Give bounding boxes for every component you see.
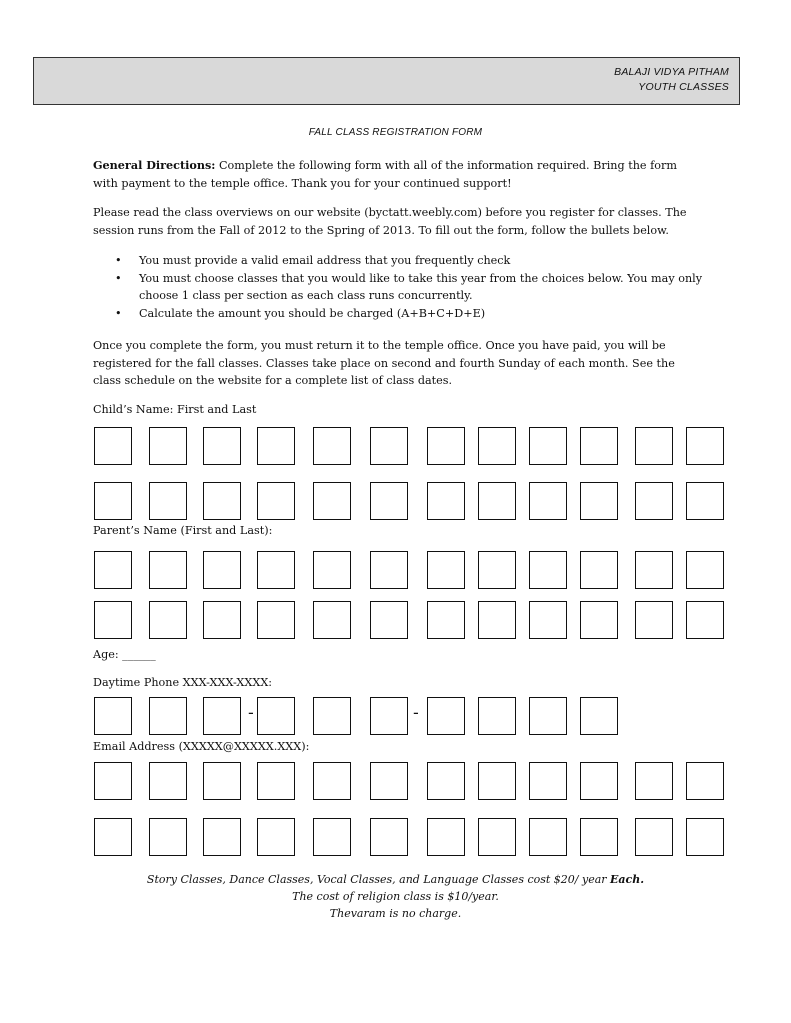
- list-item: • You must provide a valid email address that you frequently check: [115, 254, 511, 267]
- completion-paragraph: Once you complete the form, you must return it to the temple office. Once you have paid, you will be registered for the fall classes. Classes take place on second and fourth Sunday of each month. See the class schedule on the website for a complete list of class dates.: [93, 339, 675, 387]
- child-name-char-box[interactable]: [635, 482, 673, 520]
- email-char-box[interactable]: [478, 818, 516, 856]
- phone-label: Daytime Phone XXX-XXX-XXXX:: [93, 676, 273, 689]
- parent-name-char-box[interactable]: [149, 601, 187, 639]
- phone-digit-box[interactable]: [149, 697, 187, 735]
- child-name-char-box[interactable]: [580, 427, 618, 465]
- parent-name-char-box[interactable]: [529, 551, 567, 589]
- parent-name-char-box[interactable]: [580, 601, 618, 639]
- email-char-box[interactable]: [149, 762, 187, 800]
- child-name-char-box[interactable]: [94, 482, 132, 520]
- parent-name-char-box[interactable]: [370, 551, 408, 589]
- phone-digit-box[interactable]: [94, 697, 132, 735]
- phone-digit-box[interactable]: [370, 697, 408, 735]
- parent-name-char-box[interactable]: [257, 601, 295, 639]
- child-name-char-box[interactable]: [257, 427, 295, 465]
- phone-digit-box[interactable]: [529, 697, 567, 735]
- email-char-box[interactable]: [635, 818, 673, 856]
- parent-name-char-box[interactable]: [313, 601, 351, 639]
- child-name-char-box[interactable]: [149, 482, 187, 520]
- phone-separator: -: [248, 703, 254, 722]
- parent-name-char-box[interactable]: [427, 551, 465, 589]
- email-char-box[interactable]: [580, 818, 618, 856]
- email-char-box[interactable]: [257, 818, 295, 856]
- child-name-char-box[interactable]: [686, 482, 724, 520]
- child-name-char-box[interactable]: [370, 427, 408, 465]
- program-name: YOUTH CLASSES: [638, 81, 729, 93]
- email-char-box[interactable]: [635, 762, 673, 800]
- child-name-char-box[interactable]: [529, 427, 567, 465]
- parent-name-char-box[interactable]: [257, 551, 295, 589]
- child-name-char-box[interactable]: [370, 482, 408, 520]
- child-name-label: Child’s Name: First and Last: [93, 403, 257, 416]
- parent-name-char-box[interactable]: [478, 551, 516, 589]
- phone-digit-box[interactable]: [478, 697, 516, 735]
- parent-name-char-box[interactable]: [635, 601, 673, 639]
- email-char-box[interactable]: [149, 818, 187, 856]
- email-char-box[interactable]: [257, 762, 295, 800]
- child-name-char-box[interactable]: [94, 427, 132, 465]
- parent-name-char-box[interactable]: [94, 551, 132, 589]
- email-char-box[interactable]: [580, 762, 618, 800]
- list-item: • You must choose classes that you would like to take this year from the choices below. You may only choose 1 class per section as each class runs concurrently.: [115, 271, 703, 302]
- parent-name-char-box[interactable]: [686, 551, 724, 589]
- parent-name-char-box[interactable]: [203, 601, 241, 639]
- phone-digit-box[interactable]: [580, 697, 618, 735]
- general-directions: [93, 157, 703, 192]
- phone-digit-box[interactable]: [203, 697, 241, 735]
- email-char-box[interactable]: [313, 762, 351, 800]
- email-char-box[interactable]: [529, 818, 567, 856]
- email-char-box[interactable]: [686, 762, 724, 800]
- phone-digit-box[interactable]: [257, 697, 295, 735]
- phone-digit-box[interactable]: [313, 697, 351, 735]
- parent-name-char-box[interactable]: [580, 551, 618, 589]
- parent-name-char-box[interactable]: [203, 551, 241, 589]
- email-char-box[interactable]: [94, 762, 132, 800]
- child-name-char-box[interactable]: [686, 427, 724, 465]
- phone-separator: -: [413, 703, 419, 722]
- parent-name-char-box[interactable]: [94, 601, 132, 639]
- email-char-box[interactable]: [427, 762, 465, 800]
- email-char-box[interactable]: [427, 818, 465, 856]
- parent-name-char-box[interactable]: [313, 551, 351, 589]
- child-name-char-box[interactable]: [580, 482, 618, 520]
- age-field[interactable]: Age: ______: [93, 648, 156, 661]
- pricing-note: Story Classes, Dance Classes, Vocal Classes, and Language Classes cost $20/ year Each.: [146, 873, 645, 886]
- thevaram-note: Thevaram is no charge.: [329, 907, 462, 920]
- email-char-box[interactable]: [529, 762, 567, 800]
- email-char-box[interactable]: [686, 818, 724, 856]
- email-char-box[interactable]: [313, 818, 351, 856]
- child-name-char-box[interactable]: [313, 427, 351, 465]
- header-banner: [33, 57, 740, 105]
- email-char-box[interactable]: [478, 762, 516, 800]
- overview-paragraph: Please read the class overviews on our website (byctatt.weebly.com) before you register for classes. The session runs from the Fall of 2012 to the Spring of 2013. To fill out the form, follow the bullets below.: [93, 206, 687, 237]
- child-name-char-box[interactable]: [203, 427, 241, 465]
- child-name-char-box[interactable]: [203, 482, 241, 520]
- child-name-char-box[interactable]: [149, 427, 187, 465]
- directions-text: Complete the following form with all of the information required. Bring the form with payment to the temple office. Thank you for your continued support!: [93, 159, 677, 190]
- parent-name-label: Parent’s Name (First and Last):: [93, 524, 273, 537]
- child-name-char-box[interactable]: [635, 427, 673, 465]
- form-title: FALL CLASS REGISTRATION FORM: [308, 127, 483, 138]
- child-name-char-box[interactable]: [427, 482, 465, 520]
- email-char-box[interactable]: [370, 762, 408, 800]
- directions-label: General Directions:: [93, 158, 216, 172]
- parent-name-char-box[interactable]: [478, 601, 516, 639]
- parent-name-char-box[interactable]: [149, 551, 187, 589]
- parent-name-char-box[interactable]: [635, 551, 673, 589]
- instructions-list: [93, 252, 703, 322]
- parent-name-char-box[interactable]: [370, 601, 408, 639]
- child-name-char-box[interactable]: [427, 427, 465, 465]
- list-item: • Calculate the amount you should be charged (A+B+C+D+E): [115, 306, 486, 320]
- religion-cost-note: The cost of religion class is $10/year.: [292, 890, 499, 903]
- child-name-char-box[interactable]: [478, 427, 516, 465]
- email-label: Email Address (XXXXX@XXXXX.XXX):: [93, 740, 310, 753]
- child-name-char-box[interactable]: [478, 482, 516, 520]
- phone-digit-box[interactable]: [427, 697, 465, 735]
- child-name-char-box[interactable]: [313, 482, 351, 520]
- organization-name: BALAJI VIDYA PITHAM: [614, 66, 729, 78]
- email-char-box[interactable]: [203, 818, 241, 856]
- child-name-char-box[interactable]: [529, 482, 567, 520]
- parent-name-char-box[interactable]: [686, 601, 724, 639]
- parent-name-char-box[interactable]: [529, 601, 567, 639]
- child-name-char-box[interactable]: [257, 482, 295, 520]
- parent-name-char-box[interactable]: [427, 601, 465, 639]
- email-char-box[interactable]: [203, 762, 241, 800]
- email-char-box[interactable]: [370, 818, 408, 856]
- email-char-box[interactable]: [94, 818, 132, 856]
